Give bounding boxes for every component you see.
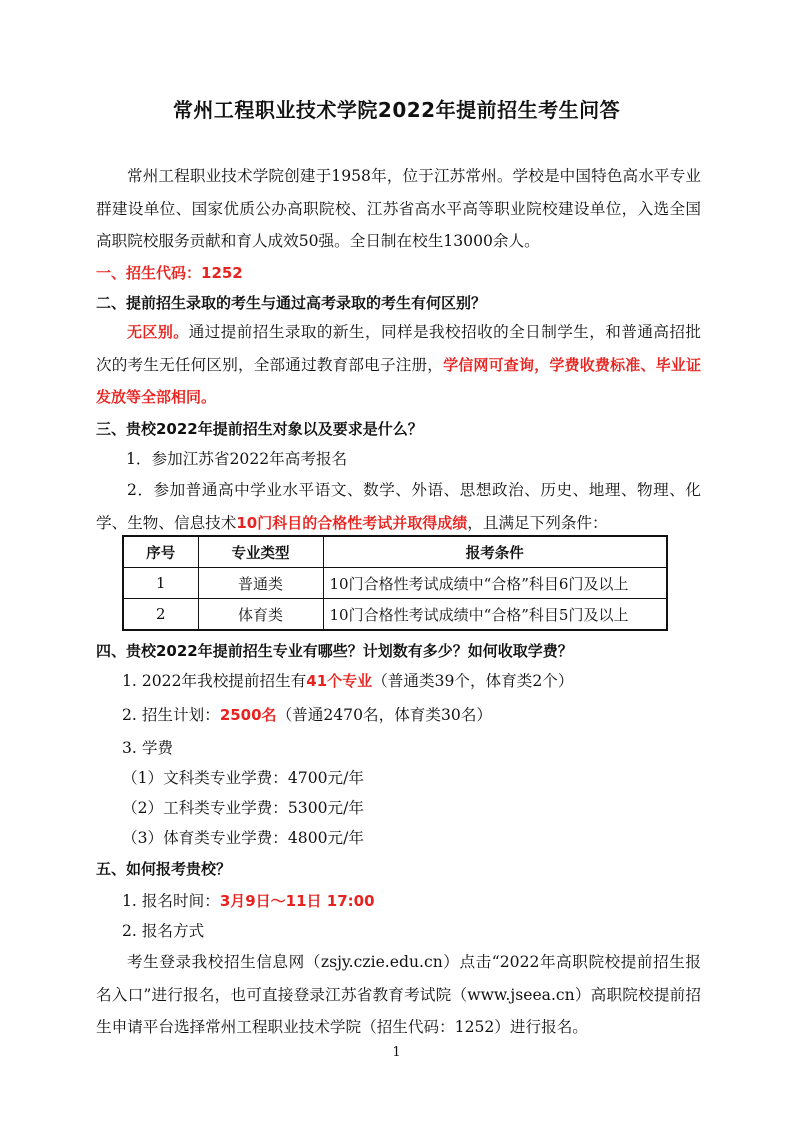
fee-liberal-arts: （1）文科类专业学费：4700元/年: [122, 769, 364, 787]
item-2-post: （普通2470名，体育类30名）: [276, 706, 493, 724]
section-4-heading: 四、贵校2022年提前招生专业有哪些？计划数有多少？如何收取学费？: [96, 642, 573, 660]
section-4-item-3: 3. 学费: [122, 739, 174, 757]
section-3-item-1: 1．参加江苏省2022年高考报名: [126, 450, 348, 468]
table-header: 专业类型: [198, 536, 323, 568]
item-1-post: （普通类39个，体育类2个）: [372, 672, 574, 690]
table-row: [123, 599, 667, 631]
table-header-row: [123, 536, 667, 568]
section-5-heading: 五、如何报考贵校？: [96, 860, 232, 878]
item-2-red: 10门科目的合格性考试并取得成绩: [236, 513, 468, 532]
table-cell: 体育类: [198, 599, 323, 631]
table-header: 报考条件: [323, 536, 667, 568]
registration-time: 3月9日～11日 17:00: [219, 892, 375, 910]
intro-paragraph: 常州工程职业技术学院创建于1958年，位于江苏常州。学校是中国特色高水平专业群建设单位、国家优质公办高职院校、江苏省高水平高等职业院校建设单位，入选全国高职院校服务贡献和育人成效50强。全日制在校生13000余人。: [96, 167, 701, 250]
document-title: 常州工程职业技术学院2022年提前招生考生问答: [172, 98, 621, 122]
table-cell: 2: [123, 599, 198, 631]
item-2-red: 2500名: [219, 706, 277, 724]
item-1-red: 41个专业: [306, 672, 373, 690]
table-cell: 10门合格性考试成绩中“合格”科目6门及以上: [323, 568, 667, 599]
section-2-answer: [96, 316, 701, 414]
section-5-item-1: [122, 890, 375, 912]
section-4-item-1: [122, 670, 573, 692]
section-3-item-2: [96, 474, 701, 539]
answer-text: 通过提前招生录取的新生，同样是我校招收的全日制学生，和普通高招批次的考生无任何区别，全部通过教育部电子注册，: [96, 323, 701, 374]
item-2-pre: 2．参加普通高中学业水平语文、数学、外语、思想政治、历史、地理、物理、化学、生物、信息技术: [96, 481, 701, 532]
item-2-pre: 2. 招生计划：: [122, 706, 220, 724]
answer-lead: 无区别。: [127, 323, 189, 341]
section-5-item-2: 2. 报名方式: [122, 922, 205, 940]
table-row: [123, 568, 667, 599]
section-4-item-2: [122, 704, 492, 726]
section-2-heading: 二、提前招生录取的考生与通过高考录取的考生有何区别？: [96, 294, 487, 312]
section-3-heading: 三、贵校2022年提前招生对象以及要求是什么？: [96, 420, 423, 438]
fee-sports: （3）体育类专业学费：4800元/年: [122, 829, 364, 847]
section-1-heading: 一、招生代码：1252: [96, 264, 243, 282]
item-1-pre: 1. 报名时间：: [122, 892, 220, 910]
item-2-post: ，且满足下列条件：: [467, 513, 608, 532]
page-number: 1: [392, 1045, 401, 1060]
table-cell: 10门合格性考试成绩中“合格”科目5门及以上: [323, 599, 667, 631]
requirements-table: [122, 535, 668, 631]
registration-method: 考生登录我校招生信息网（zsjy.czie.edu.cn）点击“2022年高职院校提前招生报名入口”进行报名，也可直接登录江苏省教育考试院（www.jseea.cn）高职院校提前招生申请平台选择常州工程职业技术学院（招生代码：1252）进行报名。: [96, 953, 701, 1036]
answer-tail: 学信网可查询，学费收费标准、毕业证发放等全部相同。: [96, 355, 701, 406]
table-header: 序号: [123, 536, 198, 568]
table-cell: 1: [123, 568, 198, 599]
item-1-pre: 1. 2022年我校提前招生有: [122, 672, 307, 690]
fee-engineering: （2）工科类专业学费：5300元/年: [122, 799, 364, 817]
table-cell: 普通类: [198, 568, 323, 599]
